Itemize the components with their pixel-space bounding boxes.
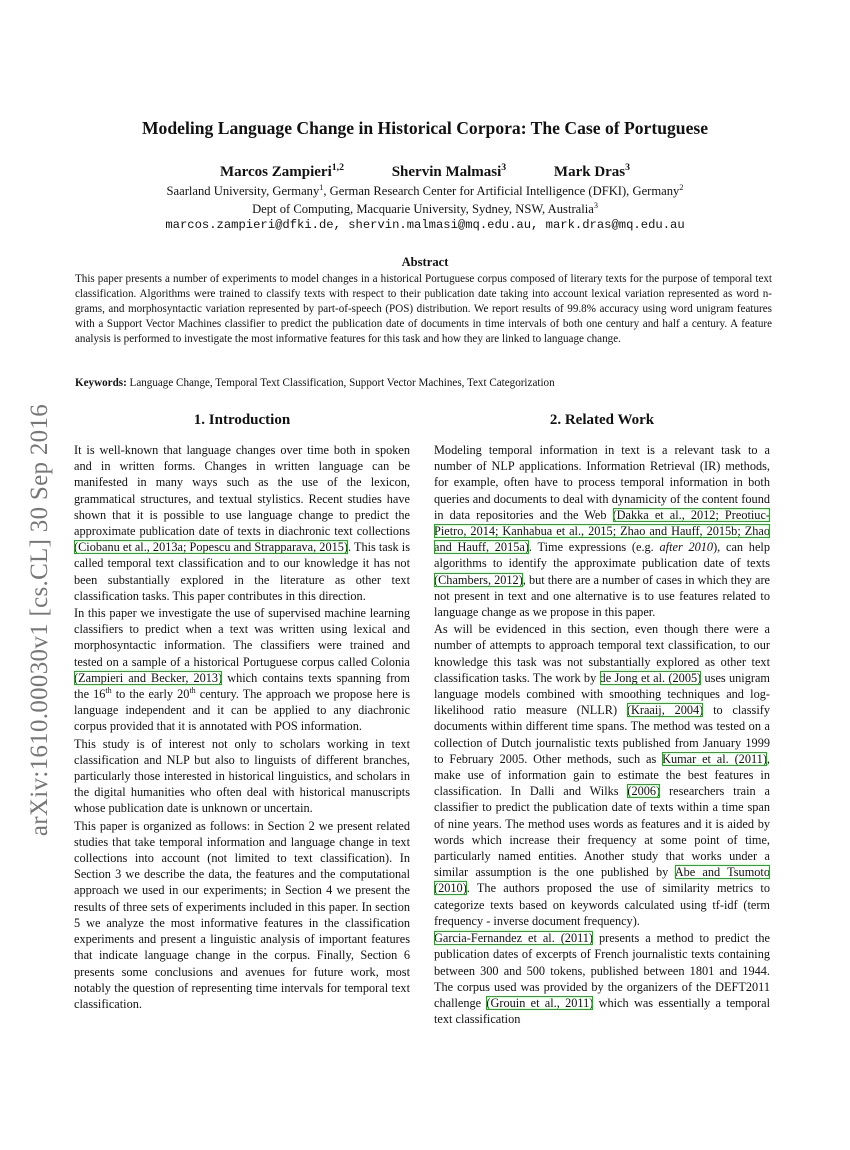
italic-example: after 2010 — [659, 540, 714, 555]
column-left — [74, 410, 410, 1013]
intro-paragraph-1 — [74, 442, 410, 604]
author-emails[interactable]: marcos.zampieri@dfki.de, shervin.malmasi@mq.edu.au, mark.dras@mq.edu.au — [165, 218, 685, 232]
citation-link[interactable]: Abe and Tsumoto (2010) — [434, 865, 770, 896]
body-text: . Time expressions (e.g. — [528, 540, 660, 555]
author-sup: 3 — [501, 162, 507, 173]
abstract-heading: Abstract — [401, 255, 449, 269]
section-heading-introduction: 1. Introduction — [193, 412, 291, 428]
citation-link[interactable]: Kumar et al. (2011) — [662, 751, 767, 766]
body-text: It is well-known that language changes over time both in spoken and in written forms. Changes in written language can be manifested in many ways such as the use of the lexicon, grammatical structures, and textual stylistics. Recent studies have shown that it is possible to use language change to predict the approximate publication date of texts in diachronic text collections — [74, 443, 410, 539]
author-3 — [554, 164, 630, 180]
keywords-label: Keywords: — [75, 377, 127, 389]
body-text: to classify documents within different time spans. The method was tested on a collection of Dutch journalistic texts published from January 1999 to February 2005. Other methods, such as — [434, 703, 770, 766]
author-list — [0, 164, 850, 181]
affiliation-sup: 2 — [679, 182, 684, 192]
affiliation-line-1 — [0, 182, 850, 200]
citation-link[interactable]: (2006) — [627, 784, 661, 799]
ordinal-sup: th — [189, 685, 196, 695]
body-text: As will be evidenced in this section, even though there were a number of attempts to approach temporal text classification, to our knowledge this task was not substantially explored as other text classification tasks. The work by — [434, 622, 770, 685]
body-text: which contains texts spanning from the 16 — [74, 670, 410, 702]
abstract-body: This paper presents a number of experiments to model changes in a historical Portuguese corpus composed of literary texts for the purpose of temporal text classification. Algorithms were trained to classify texts with respect to their publication date taking into account lexical variation represented as word n-grams, and morphosyntactic variation represented by part-of-speech (POS) distribution. We report results of 99.8% accuracy using word unigram features with a Support Vector Machines classifier to predict the publication date of documents in time intervals of both one century and half a century. A feature analysis is performed to investigate the most informative features for this task and how they are linked to language change. — [75, 273, 772, 345]
related-paragraph-1 — [434, 442, 770, 620]
citation-link[interactable]: (Grouin et al., 2011) — [486, 995, 594, 1010]
citation-link[interactable]: (Ciobanu et al., 2013a; Popescu and Strapparava, 2015) — [74, 540, 348, 555]
affiliation-sup: 1 — [319, 182, 324, 192]
author-1 — [220, 164, 344, 180]
author-name: Marcos Zampieri — [219, 164, 332, 180]
affiliation-text: , German Research Center for Artificial Intelligence (DFKI), Germany — [323, 184, 680, 198]
author-sup: 3 — [625, 162, 631, 173]
body-text: century. The approach we propose here is language independent and it can be applied to any diachronic corpus provided that it is annotated with POS information. — [74, 687, 410, 734]
related-paragraph-3 — [434, 930, 770, 1027]
body-text: uses unigram language models combined with smoothing techniques and log-likelihood ratio measure (NLLR) — [434, 670, 770, 718]
intro-paragraph-4: This paper is organized as follows: in Section 2 we present related studies that take temporal information and language change in text collections into account (not limited to text classification). In Section 3 we describe the data, the features and the computational approach we used in our experiments; in Section 4 we present the results of three sets of experiments included in this paper. In section 5 we analyze the most informative features in the classification experiments and present a linguistic analysis of important features that indicate language change in the corpus. Finally, Section 6 presents some conclusions and avenues for future work, most notably the question of representing time intervals for temporal text classification. — [74, 818, 410, 1011]
affiliation-text: Saarland University, Germany — [166, 184, 320, 198]
citation-link[interactable]: de Jong et al. (2005) — [599, 670, 702, 685]
paper-title: Modeling Language Change in Historical Corpora: The Case of Portuguese — [141, 118, 709, 138]
body-text: ), can help algorithms to identify the approximate publication date of texts — [434, 540, 770, 571]
body-text: which was essentially a temporal text classification — [434, 995, 770, 1027]
ordinal-sup: th — [105, 685, 112, 695]
column-right — [434, 410, 770, 1028]
keywords-text: Language Change, Temporal Text Classification, Support Vector Machines, Text Categorization — [126, 377, 555, 389]
body-text: , but there are a number of cases in which they are not present in text and one alternative is to use features related to language change as we propose in this paper. — [434, 572, 770, 620]
related-paragraph-2 — [434, 621, 770, 929]
intro-paragraph-2 — [74, 605, 410, 735]
body-text: Modeling temporal information in text is a relevant task to a number of NLP applications. Information Retrieval (IR) methods, for example, often have to process temporal information in both queries and documents to deal with dynamicity of the content found in data repositories and the Web — [434, 443, 770, 522]
keywords — [75, 376, 772, 391]
arxiv-stamp: arXiv:1610.00030v1 [cs.CL] 30 Sep 2016 — [26, 403, 53, 837]
body-text: presents a method to predict the publication dates of excerpts of French journalistic texts containing between 300 and 500 tokens, published between 1801 and 1944. The corpus used was provided by the organizers of the DEFT2011 challenge — [434, 931, 770, 1010]
affiliation-sup: 3 — [593, 200, 598, 210]
section-heading-related-work: 2. Related Work — [549, 412, 655, 428]
citation-link[interactable]: (Chambers, 2012) — [434, 572, 523, 587]
citation-link[interactable]: (Dakka et al., 2012; Preotiuc-Pietro, 2014; Kanhabua et al., 2015; Zhao and Hauff, 2015b; Zhao and Hauff, 2015a) — [434, 507, 770, 555]
body-text: , make use of information gain to estimate the best features in classification. In Dalli and Wilks — [434, 751, 770, 799]
citation-link[interactable]: Garcia-Fernandez et al. (2011) — [434, 931, 594, 946]
affiliation-text: Dept of Computing, Macquarie University, Sydney, NSW, Australia — [252, 202, 594, 216]
body-text: researchers train a classifier to predict the publication date of texts within a time span of nine years. The method uses words as features and it is aided by words which increase their frequency at some point of time, particularly named entities. Another study that works under a similar assumption is the one published by — [434, 784, 770, 880]
body-text: In this paper we investigate the use of supervised machine learning classifiers to predict when a text was written using lexical and morphosyntactic information. The classifiers were trained and tested on a sample of a historical Portuguese corpus called Colonia — [74, 606, 410, 669]
citation-link[interactable]: (Kraaij, 2004) — [626, 703, 704, 718]
body-text: . This task is called temporal text classification and to our knowledge it has not been substantially explored in the literature as other text classification tasks. This paper contributes in this direction. — [74, 540, 410, 603]
author-name: Mark Dras — [553, 164, 626, 180]
intro-paragraph-3: This study is of interest not only to scholars working in text classification and NLP but also to linguists of different branches, particularly those interested in historical linguistics, and scholars in the digital humanities who often deal with historical manuscripts whose publication date is unknown or uncertain. — [74, 736, 410, 816]
affiliation-line-2 — [0, 200, 850, 218]
author-sup: 1,2 — [331, 162, 344, 173]
body-text: . The authors proposed the use of similarity metrics to categorize texts based on keywords calculated using tf-idf (term frequency - inverse document frequency). — [434, 881, 770, 928]
body-text: to the early 20 — [111, 687, 190, 702]
citation-link[interactable]: (Zampieri and Becker, 2013) — [74, 670, 223, 685]
author-name: Shervin Malmasi — [391, 164, 502, 180]
author-2 — [392, 164, 506, 180]
